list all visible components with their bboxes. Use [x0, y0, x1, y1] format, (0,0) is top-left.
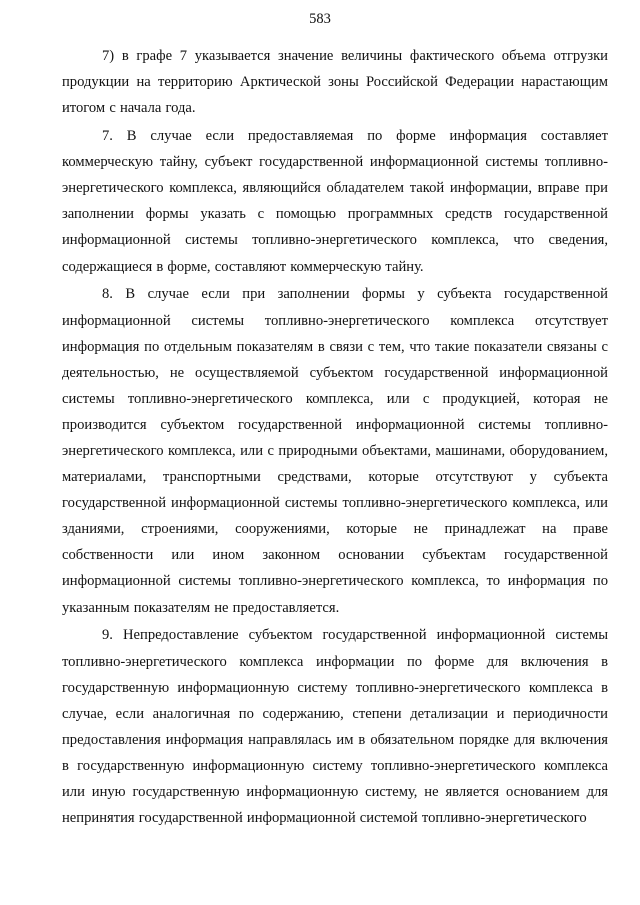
- paragraph-8-missing-indicators: 8. В случае если при заполнении формы у субъекта государственной информационной системы топливно-энергетического комплекса отсутствует информация по отдельным показателям в связи с тем, что такие показатели связаны с деятельностью, не осуществляемой субъектом государственной информационной системы топливно-энергетического комплекса, или с продукцией, которая не производится субъектом государственной информационной системы топливно-энергетического комплекса, или с природными объектами, машинами, оборудованием, материалами, транспортными средствами, которые отсутствуют у субъекта государственной информационной системы топливно-энергетического комплекса, или зданиями, строениями, сооружениями, которые не принадлежат на праве собственности или ином законном основании субъектам государственной информационной системы топливно-энергетического комплекса, то информация по указанным показателям не предоставляется.: [62, 286, 608, 616]
- paragraph-9-non-submission: 9. Непредоставление субъектом государственной информационной системы топливно-энергетического комплекса информации по форме для включения в государственную информационную систему топливно-энергетического комплекса в случае, если аналогичная по содержанию, степени детализации и периодичности предоставления информация направлялась им в обязательном порядке для включения в государственную информационную систему топливно-энергетического комплекса или иную государственную информационную систему, не является основанием для непринятия государственной информационной системой топливно-энергетического: [62, 627, 608, 827]
- paragraph-item-7-column-7: 7) в графе 7 указывается значение величины фактического объема отгрузки продукции на территорию Арктической зоны Российской Федерации нарастающим итогом с начала года.: [62, 48, 608, 117]
- paragraph-7-commercial-secret: 7. В случае если предоставляемая по форме информация составляет коммерческую тайну, субъект государственной информационной системы топливно-энергетического комплекса, являющийся обладателем такой информации, вправе при заполнении формы указать с помощью программных средств государственной информационной системы топливно-энергетического комплекса, что сведения, содержащиеся в форме, составляют коммерческую тайну.: [62, 128, 608, 275]
- page-number: 583: [309, 11, 331, 27]
- document-body: [62, 43, 608, 831]
